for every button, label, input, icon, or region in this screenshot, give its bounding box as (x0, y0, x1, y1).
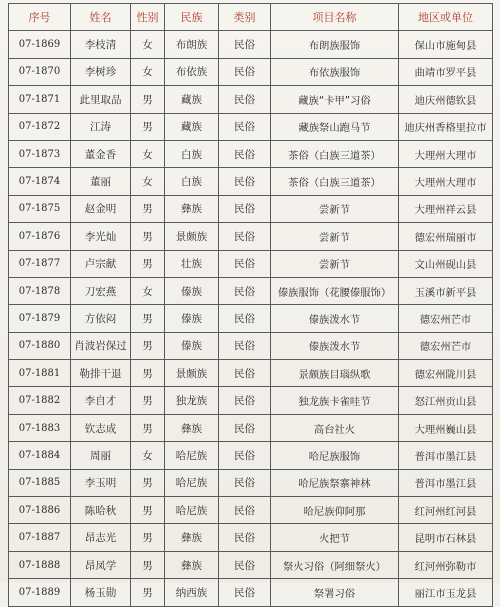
name-cell: 董丽 (71, 168, 131, 195)
project-cell: 茶俗（白族三道茶） (271, 168, 399, 195)
category-cell: 民俗 (219, 277, 271, 304)
serial-cell: 07-1870 (9, 58, 71, 85)
region-cell: 文山州砚山县 (399, 250, 493, 277)
header-gender: 性别 (131, 4, 165, 31)
gender-cell: 男 (131, 250, 165, 277)
category-cell: 民俗 (219, 387, 271, 414)
project-cell: 藏族“卡甲”习俗 (271, 86, 399, 113)
category-cell: 民俗 (219, 414, 271, 441)
gender-cell: 男 (131, 414, 165, 441)
table-row (9, 195, 493, 222)
header-ethnicity: 民族 (165, 4, 219, 31)
table-row (9, 332, 493, 359)
header-row (9, 4, 493, 31)
ethnicity-cell: 景颇族 (165, 360, 219, 387)
name-cell: 李枝清 (71, 31, 131, 58)
serial-cell: 07-1885 (9, 469, 71, 496)
ethnicity-cell: 彝族 (165, 524, 219, 551)
header-project-name: 项目名称 (271, 4, 399, 31)
project-cell: 尝新节 (271, 195, 399, 222)
ethnicity-cell: 彝族 (165, 551, 219, 578)
gender-cell: 男 (131, 305, 165, 332)
ethnicity-cell: 纳西族 (165, 579, 219, 606)
serial-cell: 07-1879 (9, 305, 71, 332)
ethnicity-cell: 壮族 (165, 250, 219, 277)
region-cell: 怒江州贡山县 (399, 387, 493, 414)
header-serial: 序号 (9, 4, 71, 31)
serial-cell: 07-1887 (9, 524, 71, 551)
category-cell: 民俗 (219, 360, 271, 387)
project-cell: 布依族服饰 (271, 58, 399, 85)
project-cell: 高台社火 (271, 414, 399, 441)
table-row (9, 113, 493, 140)
gender-cell: 男 (131, 469, 165, 496)
project-cell: 火把节 (271, 524, 399, 551)
region-cell: 丽江市玉龙县 (399, 579, 493, 606)
project-cell: 傣族泼水节 (271, 332, 399, 359)
ethnicity-cell: 傣族 (165, 277, 219, 304)
category-cell: 民俗 (219, 86, 271, 113)
name-cell: 肖波岩保过 (71, 332, 131, 359)
gender-cell: 女 (131, 31, 165, 58)
project-cell: 祭署习俗 (271, 579, 399, 606)
region-cell: 德宏州芒市 (399, 305, 493, 332)
ethnicity-cell: 傣族 (165, 332, 219, 359)
gender-cell: 男 (131, 551, 165, 578)
name-cell: 李光灿 (71, 223, 131, 250)
name-cell: 李玉明 (71, 469, 131, 496)
name-cell: 李树珍 (71, 58, 131, 85)
project-cell: 尝新节 (271, 250, 399, 277)
table-row (9, 497, 493, 524)
name-cell: 刀宏燕 (71, 277, 131, 304)
region-cell: 大理州祥云县 (399, 195, 493, 222)
ethnicity-cell: 哈尼族 (165, 497, 219, 524)
serial-cell: 07-1881 (9, 360, 71, 387)
ethnicity-cell: 彝族 (165, 195, 219, 222)
category-cell: 民俗 (219, 579, 271, 606)
region-cell: 普洱市墨江县 (399, 442, 493, 469)
region-cell: 曲靖市罗平县 (399, 58, 493, 85)
header-category: 类别 (219, 4, 271, 31)
table-row (9, 524, 493, 551)
category-cell: 民俗 (219, 250, 271, 277)
ethnicity-cell: 藏族 (165, 86, 219, 113)
ethnicity-cell: 独龙族 (165, 387, 219, 414)
project-cell: 哈尼族服饰 (271, 442, 399, 469)
serial-cell: 07-1880 (9, 332, 71, 359)
ethnicity-cell: 哈尼族 (165, 442, 219, 469)
serial-cell: 07-1871 (9, 86, 71, 113)
table-row (9, 58, 493, 85)
gender-cell: 男 (131, 524, 165, 551)
table-row (9, 250, 493, 277)
region-cell: 德宏州陇川县 (399, 360, 493, 387)
gender-cell: 女 (131, 140, 165, 167)
table-row (9, 140, 493, 167)
table-row (9, 277, 493, 304)
gender-cell: 男 (131, 497, 165, 524)
region-cell: 德宏州芒市 (399, 332, 493, 359)
table-row (9, 223, 493, 250)
project-cell: 布朗族服饰 (271, 31, 399, 58)
category-cell: 民俗 (219, 524, 271, 551)
name-cell: 方依闷 (71, 305, 131, 332)
serial-cell: 07-1877 (9, 250, 71, 277)
serial-cell: 07-1888 (9, 551, 71, 578)
region-cell: 红河州弥勒市 (399, 551, 493, 578)
project-cell: 傣族泼水节 (271, 305, 399, 332)
gender-cell: 男 (131, 387, 165, 414)
project-cell: 哈尼族祭寨神林 (271, 469, 399, 496)
project-cell: 独龙族卡雀哇节 (271, 387, 399, 414)
region-cell: 大理州巍山县 (399, 414, 493, 441)
table-body (9, 31, 493, 606)
name-cell: 李自才 (71, 387, 131, 414)
ethnicity-cell: 白族 (165, 168, 219, 195)
serial-cell: 07-1869 (9, 31, 71, 58)
ethnicity-cell: 布依族 (165, 58, 219, 85)
name-cell: 勒排干退 (71, 360, 131, 387)
serial-cell: 07-1876 (9, 223, 71, 250)
table-row (9, 469, 493, 496)
name-cell: 杨玉勋 (71, 579, 131, 606)
ethnicity-cell: 布朗族 (165, 31, 219, 58)
ethnicity-cell: 白族 (165, 140, 219, 167)
serial-cell: 07-1883 (9, 414, 71, 441)
category-cell: 民俗 (219, 469, 271, 496)
region-cell: 迪庆州香格里拉市 (399, 113, 493, 140)
region-cell: 大理州大理市 (399, 168, 493, 195)
region-cell: 红河州红河县 (399, 497, 493, 524)
serial-cell: 07-1886 (9, 497, 71, 524)
ethnicity-cell: 傣族 (165, 305, 219, 332)
project-cell: 尝新节 (271, 223, 399, 250)
region-cell: 保山市施甸县 (399, 31, 493, 58)
category-cell: 民俗 (219, 497, 271, 524)
gender-cell: 男 (131, 579, 165, 606)
region-cell: 德宏州瑞丽市 (399, 223, 493, 250)
category-cell: 民俗 (219, 223, 271, 250)
table-row (9, 387, 493, 414)
heritage-inheritors-table (8, 3, 493, 607)
region-cell: 大理州大理市 (399, 140, 493, 167)
table-row (9, 442, 493, 469)
gender-cell: 男 (131, 113, 165, 140)
category-cell: 民俗 (219, 551, 271, 578)
region-cell: 迪庆州德钦县 (399, 86, 493, 113)
region-cell: 昆明市石林县 (399, 524, 493, 551)
category-cell: 民俗 (219, 195, 271, 222)
table-row (9, 168, 493, 195)
category-cell: 民俗 (219, 305, 271, 332)
table-row (9, 86, 493, 113)
name-cell: 董金香 (71, 140, 131, 167)
project-cell: 祭火习俗（阿细祭火） (271, 551, 399, 578)
category-cell: 民俗 (219, 140, 271, 167)
name-cell: 卢宗献 (71, 250, 131, 277)
header-name: 姓名 (71, 4, 131, 31)
serial-cell: 07-1878 (9, 277, 71, 304)
gender-cell: 女 (131, 277, 165, 304)
ethnicity-cell: 彝族 (165, 414, 219, 441)
table-row (9, 414, 493, 441)
project-cell: 傣族服饰（花腰傣服饰） (271, 277, 399, 304)
project-cell: 茶俗（白族三道茶） (271, 140, 399, 167)
region-cell: 玉溪市新平县 (399, 277, 493, 304)
category-cell: 民俗 (219, 332, 271, 359)
category-cell: 民俗 (219, 168, 271, 195)
name-cell: 钦志成 (71, 414, 131, 441)
table-row (9, 305, 493, 332)
name-cell: 赵金明 (71, 195, 131, 222)
serial-cell: 07-1872 (9, 113, 71, 140)
gender-cell: 女 (131, 168, 165, 195)
project-cell: 哈尼族仰阿那 (271, 497, 399, 524)
serial-cell: 07-1882 (9, 387, 71, 414)
ethnicity-cell: 藏族 (165, 113, 219, 140)
serial-cell: 07-1884 (9, 442, 71, 469)
gender-cell: 男 (131, 86, 165, 113)
project-cell: 景颇族目瑙纵歌 (271, 360, 399, 387)
category-cell: 民俗 (219, 58, 271, 85)
serial-cell: 07-1873 (9, 140, 71, 167)
category-cell: 民俗 (219, 113, 271, 140)
table-row (9, 360, 493, 387)
table-row (9, 551, 493, 578)
gender-cell: 男 (131, 360, 165, 387)
gender-cell: 女 (131, 58, 165, 85)
region-cell: 普洱市墨江县 (399, 469, 493, 496)
category-cell: 民俗 (219, 31, 271, 58)
gender-cell: 女 (131, 442, 165, 469)
category-cell: 民俗 (219, 442, 271, 469)
project-cell: 藏族祭山跑马节 (271, 113, 399, 140)
serial-cell: 07-1875 (9, 195, 71, 222)
name-cell: 昂凤学 (71, 551, 131, 578)
table-row (9, 31, 493, 58)
gender-cell: 男 (131, 223, 165, 250)
serial-cell: 07-1889 (9, 579, 71, 606)
gender-cell: 男 (131, 195, 165, 222)
name-cell: 周丽 (71, 442, 131, 469)
serial-cell: 07-1874 (9, 168, 71, 195)
name-cell: 江涛 (71, 113, 131, 140)
name-cell: 陈哈秋 (71, 497, 131, 524)
ethnicity-cell: 哈尼族 (165, 469, 219, 496)
ethnicity-cell: 景颇族 (165, 223, 219, 250)
header-region: 地区或单位 (399, 4, 493, 31)
name-cell: 昂志光 (71, 524, 131, 551)
name-cell: 此里取品 (71, 86, 131, 113)
gender-cell: 男 (131, 332, 165, 359)
